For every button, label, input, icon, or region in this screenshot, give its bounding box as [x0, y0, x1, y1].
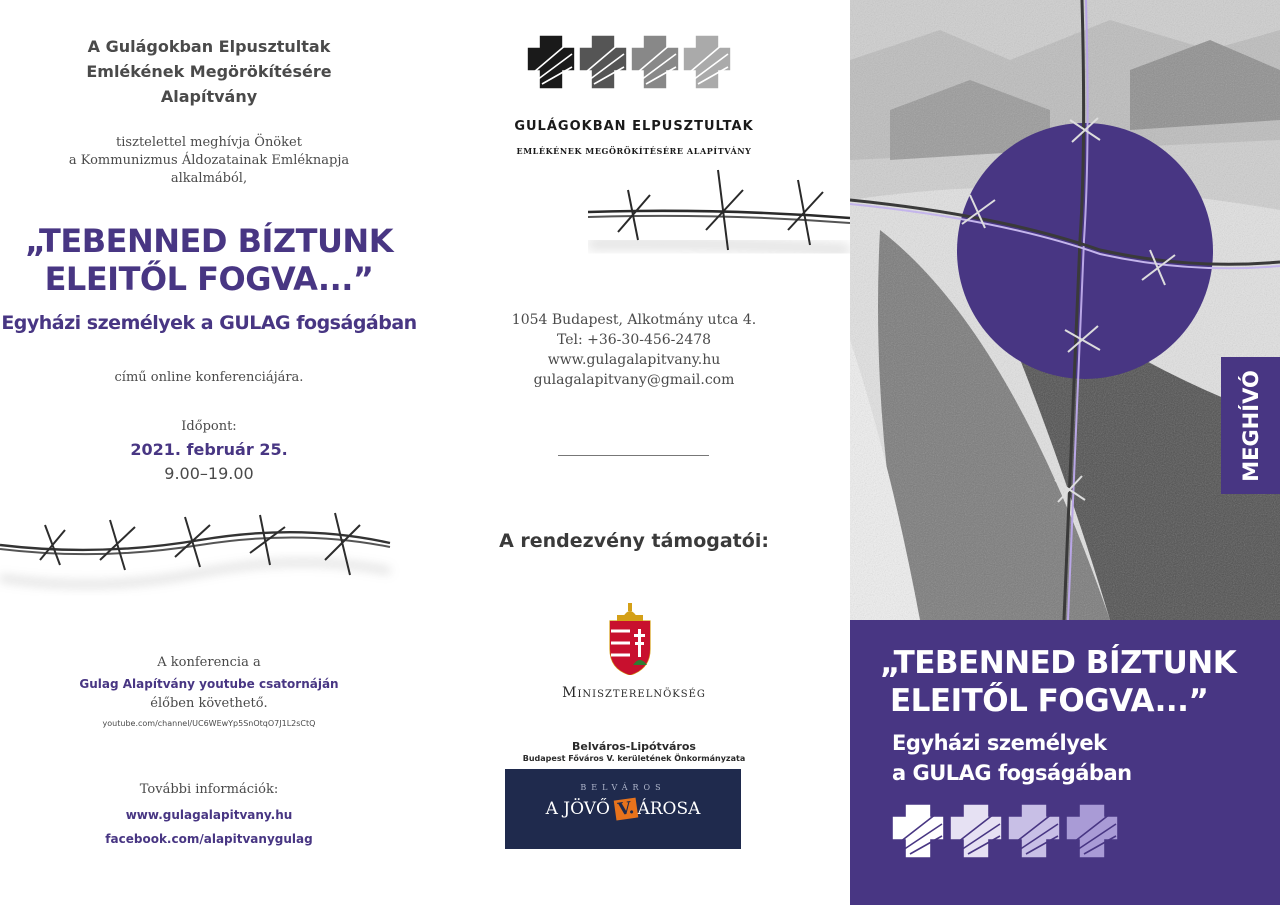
- logo-subtitle: EMLÉKÉNEK MEGÖRÖKÍTÉSÉRE ALAPÍTVÁNY: [516, 146, 752, 156]
- event-date: 2021. február 25.: [130, 440, 288, 459]
- middle-panel: [418, 0, 850, 905]
- event-subtitle: Egyházi személyek a GULAG fogságában: [1, 312, 417, 334]
- website-link[interactable]: www.gulagalapitvany.hu: [125, 808, 293, 822]
- youtube-channel-link[interactable]: Gulag Alapítvány youtube csatornáján: [79, 677, 339, 691]
- barbed-wire-cross-icon: [850, 0, 1280, 620]
- date-label: Időpont:: [181, 419, 237, 434]
- invite-line: alkalmából,: [170, 171, 248, 186]
- belvaros-logo-text-b: ÁROSA: [637, 799, 701, 819]
- sponsor-district-subtitle: Budapest Főváros V. kerületének Önkormányzata: [522, 754, 746, 763]
- right-panel: [850, 0, 1280, 905]
- contact-block: [418, 310, 850, 390]
- stream-line-3: élőben követhető.: [150, 696, 268, 711]
- sponsor-prime-minister: Miniszterelnökség: [562, 685, 706, 701]
- event-title: [0, 222, 418, 298]
- foundation-logo-icon: [522, 32, 742, 98]
- invite-line: a Kommunizmus Áldozatainak Emléknapja: [68, 153, 350, 168]
- historical-photo: [850, 0, 1280, 620]
- website-link[interactable]: www.gulagalapitvany.hu: [547, 352, 721, 368]
- facebook-link[interactable]: facebook.com/alapitvanygulag: [105, 832, 313, 846]
- invite-line: tisztelettel meghívja Önöket: [116, 135, 302, 150]
- cover-subtitle-line: Egyházi személyek: [892, 731, 1107, 755]
- belvaros-logo-small: BELVÁROS: [580, 783, 666, 792]
- email-link[interactable]: gulagalapitvany@gmail.com: [533, 372, 735, 388]
- org-name-line: A Gulágokban Elpusztultak: [87, 37, 331, 56]
- address: 1054 Budapest, Alkotmány utca 4.: [511, 312, 757, 328]
- youtube-url[interactable]: youtube.com/channel/UC6WEwYp5SnOtqO7J1L2sCtQ: [102, 719, 316, 728]
- invitation-tab-label: MEGHÍVÓ: [1238, 369, 1263, 482]
- organization-name: [0, 34, 418, 109]
- cover-subtitle-line: a GULAG fogságában: [892, 761, 1132, 785]
- more-info-label: További információk:: [139, 782, 279, 797]
- cover-title-line: „TEBENNED BÍZTUNK: [880, 645, 1237, 681]
- phone[interactable]: Tel: +36-30-456-2478: [556, 332, 712, 348]
- cover-title-line: ELEITŐL FOGVA...”: [890, 683, 1209, 719]
- logo-title: GULÁGOKBAN ELPUSZTULTAK: [514, 119, 754, 134]
- coat-of-arms-icon: [605, 603, 655, 679]
- invitation-tab: [1221, 357, 1280, 494]
- org-name-line: Emlékének Megörökítésére: [86, 62, 332, 81]
- belvaros-logo: [505, 769, 741, 849]
- barbed-wire-icon: [588, 160, 850, 270]
- title-block: [850, 620, 1280, 905]
- divider: [558, 455, 709, 456]
- cover-subtitle: [892, 728, 1132, 788]
- belvaros-logo-v: V.: [614, 798, 639, 821]
- org-name-line: Alapítvány: [160, 87, 258, 106]
- foundation-logo-icon: [888, 802, 1128, 864]
- invitation-text: [0, 134, 418, 188]
- left-panel: [0, 0, 418, 905]
- supporters-label: A rendezvény támogatói:: [499, 530, 769, 552]
- belvaros-logo-text-a: A JÖVŐ: [545, 799, 610, 819]
- belvaros-logo-text: [505, 799, 741, 819]
- barbed-wire-icon: [0, 505, 400, 615]
- cover-title: [880, 644, 1236, 720]
- stream-line-1: A konferencia a: [157, 655, 261, 670]
- event-title-line: ELEITŐL FOGVA...”: [44, 260, 374, 298]
- event-time: 9.00–19.00: [164, 464, 254, 483]
- event-title-line: „TEBENNED BÍZTUNK: [25, 222, 393, 260]
- conference-text: című online konferenciájára.: [114, 370, 304, 385]
- sponsor-district-name: Belváros-Lipótváros: [572, 740, 696, 753]
